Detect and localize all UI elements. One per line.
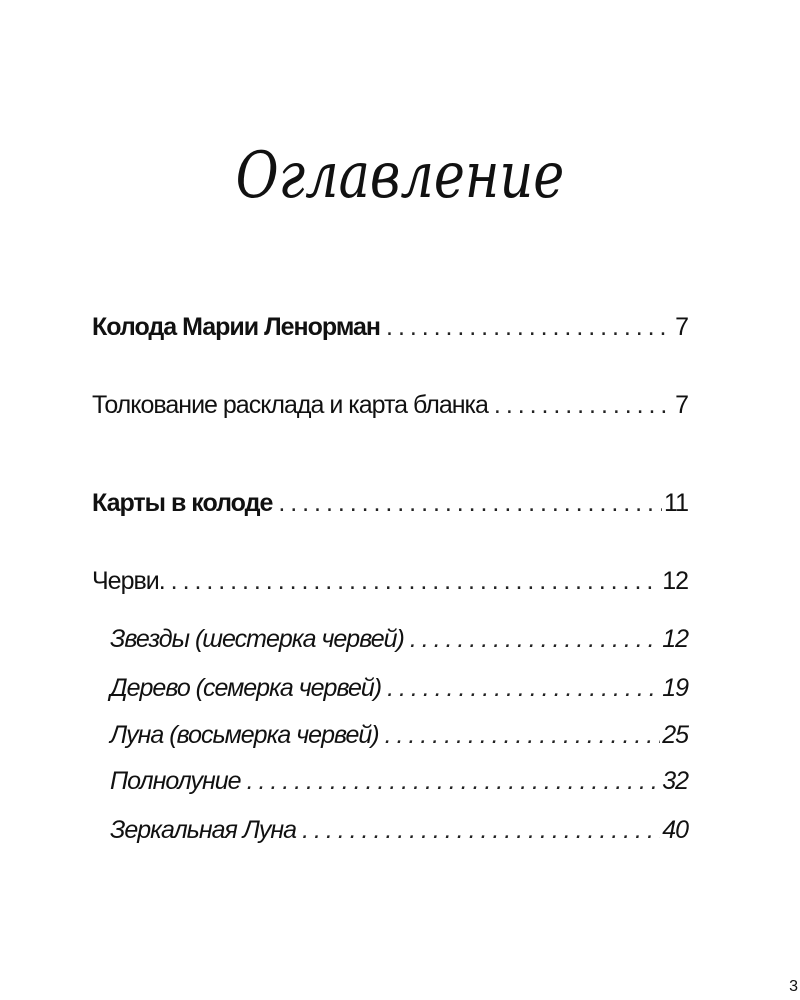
toc-entry-page: 12 (662, 625, 688, 653)
toc-leader-dots (494, 389, 673, 421)
toc-entry-lenormand-deck[interactable] (92, 311, 688, 343)
toc-entry-interpretation[interactable] (92, 389, 688, 421)
toc-leader-dots (410, 623, 660, 655)
toc-leader-dots (278, 487, 662, 519)
toc-entry-label: Толкование расклада и карта бланка (92, 391, 488, 419)
toc-entry-page: 25 (662, 721, 688, 749)
toc-entry-label: Черви. (92, 567, 165, 595)
toc-entry-page: 19 (662, 674, 688, 702)
toc-entry-page: 7 (675, 313, 688, 341)
page-title: Оглавление (235, 139, 565, 213)
toc-entry-page: 12 (662, 567, 688, 595)
toc-entry-page: 7 (675, 391, 688, 419)
toc-entry-label: Луна (восьмерка червей) (110, 721, 379, 749)
toc-entry-hearts[interactable] (92, 565, 688, 597)
toc-entry-stars[interactable] (110, 623, 688, 655)
toc-entry-full-moon[interactable] (110, 765, 688, 797)
toc-entry-mirror-moon[interactable] (110, 814, 688, 846)
page-number: 3 (789, 978, 798, 995)
toc-leader-dots (302, 814, 660, 846)
toc-entry-page: 32 (662, 767, 688, 795)
toc-entry-label: Зеркальная Луна (110, 816, 297, 844)
toc-entry-label: Полнолуние (110, 767, 241, 795)
toc-entry-cards-in-deck[interactable] (92, 487, 688, 519)
toc-leader-dots (385, 719, 661, 751)
toc-entry-label: Звезды (шестерка червей) (110, 625, 404, 653)
toc-leader-dots (247, 765, 661, 797)
toc-leader-dots (386, 311, 673, 343)
toc-leader-dots (387, 672, 660, 704)
toc-entry-moon[interactable] (110, 719, 688, 751)
toc-entry-tree[interactable] (110, 672, 688, 704)
toc-entry-label: Дерево (семерка червей) (110, 674, 382, 702)
toc-entry-label: Карты в колоде (92, 489, 273, 517)
toc-leader-dots (171, 565, 661, 597)
toc-entry-page: 11 (664, 489, 688, 517)
toc-entry-label: Колода Марии Ленорман (92, 313, 381, 341)
toc-entry-page: 40 (662, 816, 688, 844)
